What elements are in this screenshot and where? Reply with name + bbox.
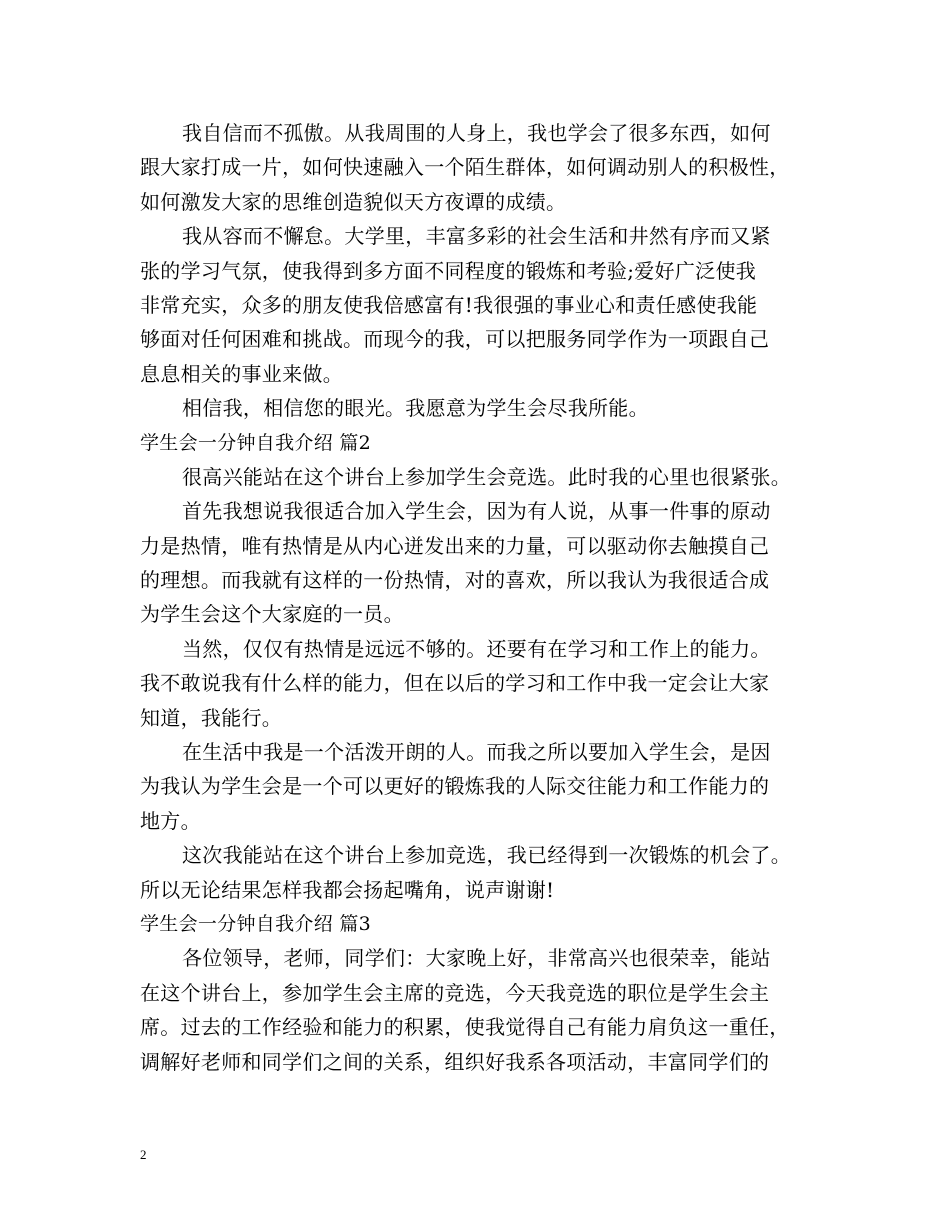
text-line: 各位领导，老师，同学们：大家晚上好，非常高兴也很荣幸，能站 — [182, 946, 771, 971]
text-line: 地方。 — [140, 808, 201, 833]
text-line: 知道，我能行。 — [140, 705, 283, 730]
page-number: 2 — [140, 1147, 147, 1162]
text-line: 我自信而不孤傲。从我周围的人身上，我也学会了很多东西，如何 — [182, 121, 771, 145]
text-line: 息息相关的事业来做。 — [140, 361, 343, 386]
text-line: 为我认为学生会是一个可以更好的锻炼我的人际交往能力和工作能力的 — [140, 774, 770, 799]
text-line: 张的学习气氛，使我得到多方面不同程度的锻炼和考验;爱好广泛使我 — [140, 258, 757, 283]
text-line: 席。过去的工作经验和能力的积累，使我觉得自己有能力肩负这一重任， — [140, 1015, 790, 1040]
section-heading: 学生会一分钟自我介绍 篇2 — [140, 431, 372, 454]
text-line: 在这个讲台上，参加学生会主席的竞选，今天我竞选的职位是学生会主 — [140, 980, 770, 1005]
text-line: 够面对任何困难和挑战。而现今的我，可以把服务同学作为一项跟自己 — [140, 327, 770, 352]
text-line: 为学生会这个大家庭的一员。 — [140, 602, 404, 627]
text-line: 所以无论结果怎样我都会扬起嘴角，说声谢谢! — [140, 877, 555, 902]
text-line: 调解好老师和同学们之间的关系，组织好我系各项活动，丰富同学们的 — [140, 1049, 770, 1074]
text-line: 如何激发大家的思维创造貌似天方夜谭的成绩。 — [140, 189, 567, 214]
text-line: 这次我能站在这个讲台上参加竞选，我已经得到一次锻炼的机会了。 — [182, 843, 791, 868]
text-line: 很高兴能站在这个讲台上参加学生会竞选。此时我的心里也很紧张。 — [182, 464, 791, 489]
section-heading: 学生会一分钟自我介绍 篇3 — [140, 912, 372, 935]
text-line: 相信我，相信您的眼光。我愿意为学生会尽我所能。 — [182, 396, 649, 421]
text-line: 非常充实，众多的朋友使我倍感富有!我很强的事业心和责任感使我能 — [140, 292, 758, 317]
text-line: 跟大家打成一片，如何快速融入一个陌生群体，如何调动别人的积极性， — [140, 155, 790, 180]
text-line: 我不敢说我有什么样的能力，但在以后的学习和工作中我一定会让大家 — [140, 671, 770, 696]
text-line: 在生活中我是一个活泼开朗的人。而我之所以要加入学生会，是因 — [182, 740, 771, 765]
text-line: 力是热情，唯有热情是从内心迸发出来的力量，可以驱动你去触摸自己 — [140, 533, 770, 558]
text-line: 首先我想说我很适合加入学生会，因为有人说，从事一件事的原动 — [182, 499, 771, 524]
document-body — [140, 116, 820, 1079]
text-line: 当然，仅仅有热情是远远不够的。还要有在学习和工作上的能力。 — [182, 636, 771, 661]
text-line: 的理想。而我就有这样的一份热情，对的喜欢，所以我认为我很适合成 — [140, 568, 770, 593]
text-line: 我从容而不懈怠。大学里，丰富多彩的社会生活和井然有序而又紧 — [182, 224, 771, 249]
